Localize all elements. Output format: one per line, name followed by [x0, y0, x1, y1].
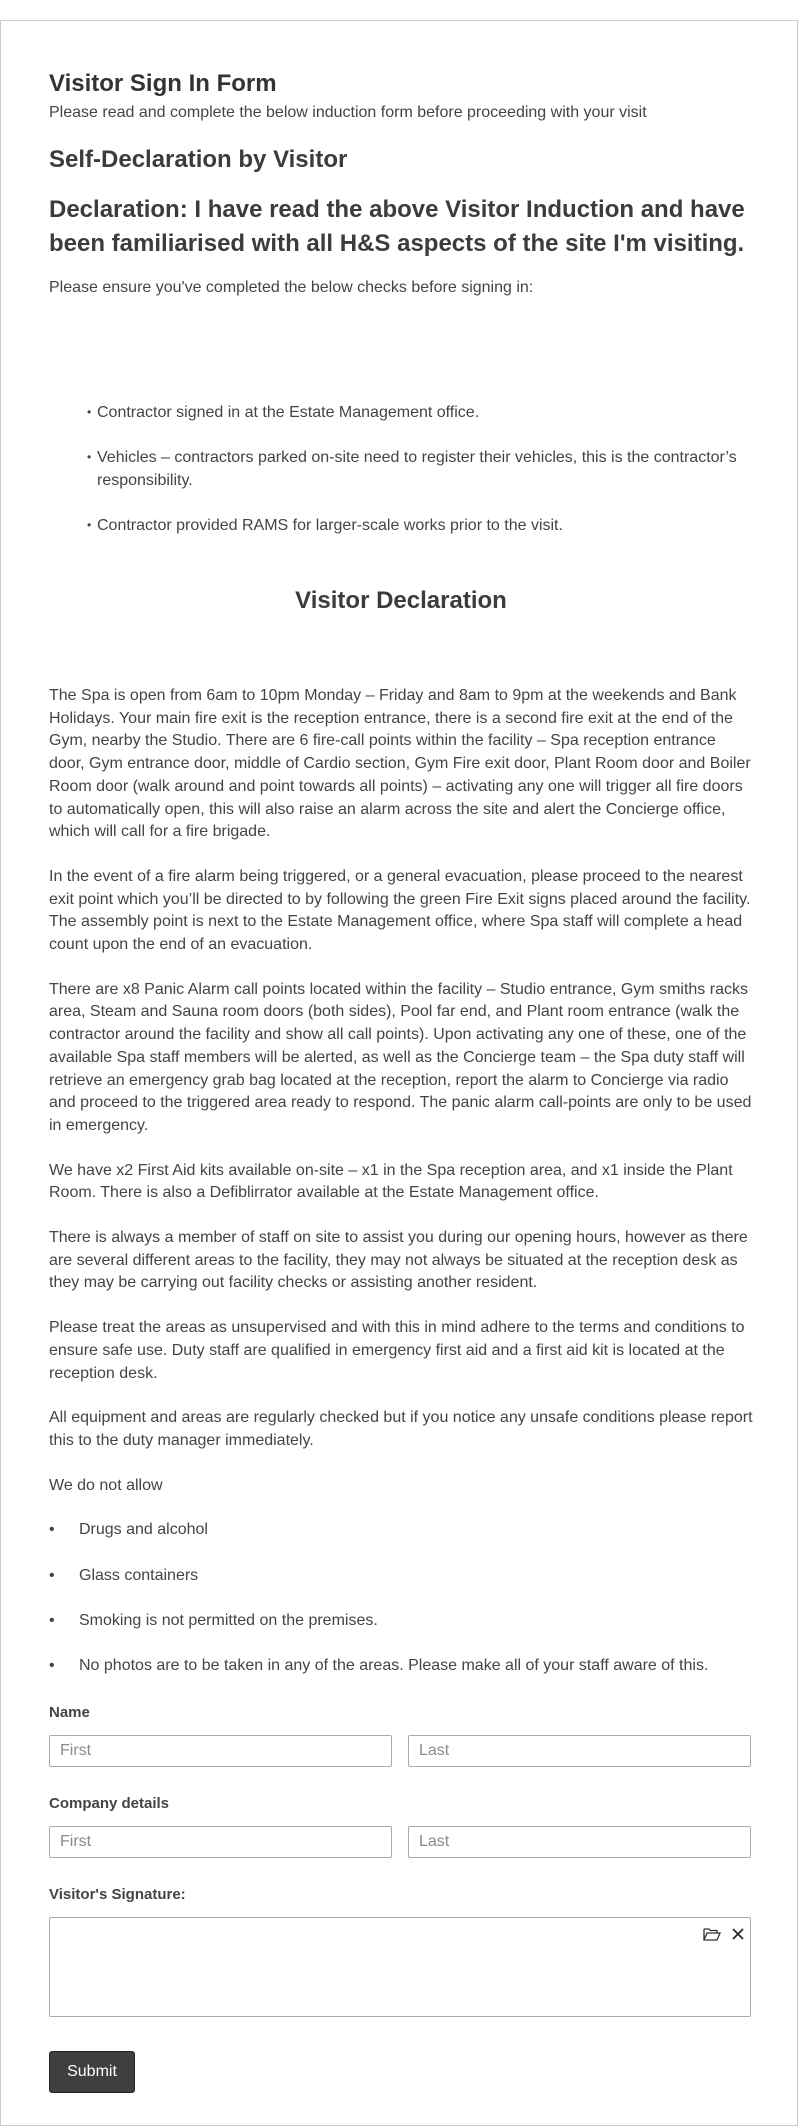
- company-last-input[interactable]: [408, 1826, 751, 1858]
- signature-label: Visitor's Signature:: [49, 1886, 186, 1903]
- submit-button[interactable]: Submit: [49, 2051, 135, 2093]
- list-item: • Glass containers: [49, 1565, 753, 1588]
- paragraph: In the event of a fire alarm being triggered, or a general evacuation, please proceed to the nearest exit point which you’ll be directed to by following the green Fire Exit signs placed around the facility. The assembly point is next to the Estate Management office, where Spa staff will complete a head count upon the end of an evacuation.: [49, 867, 751, 954]
- induction-text: [49, 685, 753, 1700]
- self-declaration-heading: Self-Declaration by Visitor: [49, 146, 348, 173]
- name-first-input[interactable]: [49, 1735, 392, 1767]
- list-item: • Contractor provided RAMS for larger-scale works prior to the visit.: [87, 514, 753, 537]
- company-label: Company details: [49, 1795, 170, 1812]
- declaration-heading: Declaration: I have read the above Visitor Induction and have been familiarised with all H&S aspects of the site I'm visiting.: [49, 196, 745, 257]
- list-item: • Drugs and alcohol: [49, 1519, 753, 1542]
- paragraph: There are x8 Panic Alarm call points located within the facility – Studio entrance, Gym smiths racks area, Steam and Sauna room doors (both sides), Pool far end, and Plant room entrance (walk the contractor around the facility and show all call points). Upon activating any one of these, one of the available Spa staff members will be alerted, as well as the Concierge team – the Spa duty staff will retrieve an emergency grab bag located at the reception, report the alarm to Concierge via radio and proceed to the triggered area ready to respond. The panic alarm call-points are only to be used in emergency.: [49, 980, 752, 1134]
- paragraph: There is always a member of staff on site to assist you during our opening hours, however as there are several different areas to the facility, they may not always be situated at the reception desk as they may be carrying out facility checks or assisting another resident.: [49, 1229, 748, 1292]
- paragraph: The Spa is open from 6am to 10pm Monday – Friday and 8am to 9pm at the weekends and Bank Holidays. Your main fire exit is the reception entrance, there is a second fire exit at the end of the Gym, nearby the Studio. There are 6 fire-call points within the facility – Spa reception entrance door, Gym entrance door, middle of Cardio section, Gym Fire exit door, Plant Room door and Boiler Room door (walk around and point towards all points) – activating any one will trigger all fire doors to automatically open, this will also raise an alarm across the site and alert the Concierge office, which will call for a fire brigade.: [49, 687, 751, 841]
- not-allowed-list: [49, 1519, 753, 1677]
- open-folder-icon[interactable]: [702, 1924, 722, 1944]
- name-label: Name: [49, 1704, 90, 1721]
- visitor-declaration-heading: Visitor Declaration: [295, 587, 507, 614]
- paragraph: Please treat the areas as unsupervised and with this in mind adhere to the terms and conditions to ensure safe use. Duty staff are qualified in emergency first aid and a first aid kit is located at the reception desk.: [49, 1319, 745, 1382]
- paragraph: All equipment and areas are regularly checked but if you notice any unsafe conditions please report this to the duty manager immediately.: [49, 1409, 753, 1449]
- list-item: • Smoking is not permitted on the premises.: [49, 1610, 753, 1633]
- checks-intro: Please ensure you've completed the below checks before signing in:: [49, 279, 534, 296]
- checks-list: [87, 401, 753, 559]
- form-title: Visitor Sign In Form: [49, 70, 277, 97]
- form-subtitle: Please read and complete the below induction form before proceeding with your visit: [49, 104, 647, 121]
- list-item: • Vehicles – contractors parked on-site need to register their vehicles, this is the contractor’s responsibility.: [87, 446, 753, 492]
- name-last-input[interactable]: [408, 1735, 751, 1767]
- paragraph: We have x2 First Aid kits available on-site – x1 in the Spa reception area, and x1 inside the Plant Room. There is also a Defiblirrator available at the Estate Management office.: [49, 1161, 733, 1202]
- close-icon[interactable]: [728, 1924, 748, 1944]
- list-item: • Contractor signed in at the Estate Management office.: [87, 401, 753, 424]
- form-container: [0, 20, 798, 2126]
- list-item: • No photos are to be taken in any of the areas. Please make all of your staff aware of this.: [49, 1655, 753, 1678]
- paragraph: We do not allow: [49, 1476, 163, 1494]
- signature-pad[interactable]: [49, 1917, 751, 2017]
- company-first-input[interactable]: [49, 1826, 392, 1858]
